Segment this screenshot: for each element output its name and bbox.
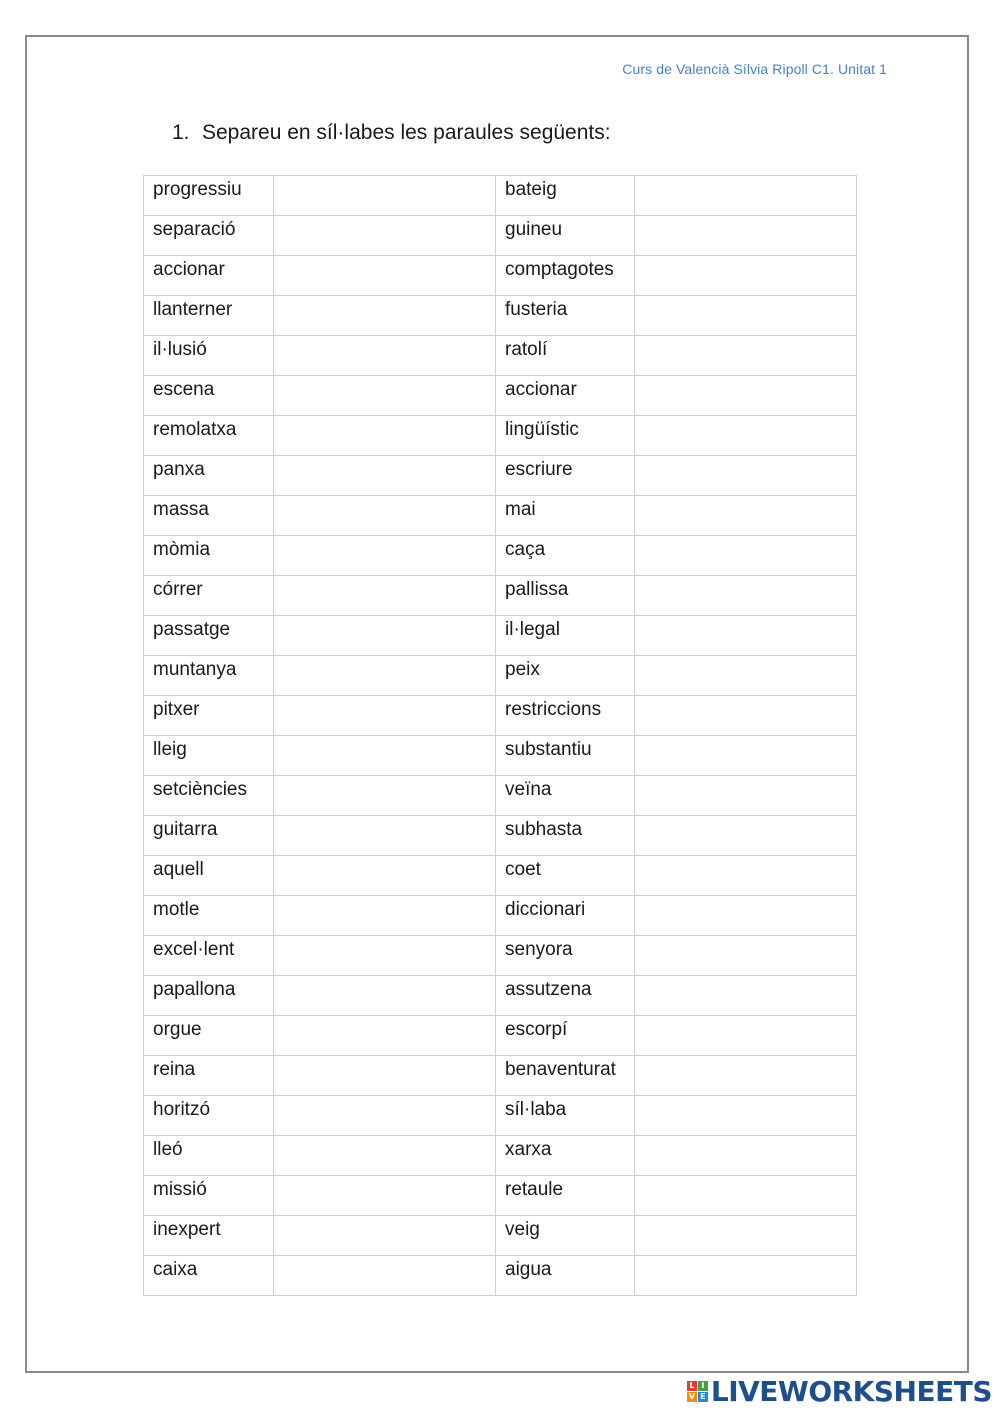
answer-cell-left[interactable] — [274, 936, 496, 976]
answer-cell-left[interactable] — [274, 656, 496, 696]
liveworksheets-logo — [687, 1373, 992, 1409]
answer-cell-left[interactable] — [274, 776, 496, 816]
word-right: senyora — [496, 936, 635, 976]
answer-cell-left[interactable] — [274, 576, 496, 616]
word-left: aquell — [144, 856, 274, 896]
table-row — [144, 856, 857, 896]
answer-cell-right[interactable] — [635, 1056, 857, 1096]
answer-cell-left[interactable] — [274, 616, 496, 656]
word-right: escriure — [496, 456, 635, 496]
table-row — [144, 1056, 857, 1096]
word-right: xarxa — [496, 1136, 635, 1176]
table-row — [144, 256, 857, 296]
word-left: passatge — [144, 616, 274, 656]
word-left: progressiu — [144, 176, 274, 216]
answer-cell-right[interactable] — [635, 496, 857, 536]
word-left: orgue — [144, 1016, 274, 1056]
answer-cell-right[interactable] — [635, 176, 857, 216]
word-left: muntanya — [144, 656, 274, 696]
word-right: il·legal — [496, 616, 635, 656]
word-right: bateig — [496, 176, 635, 216]
word-left: remolatxa — [144, 416, 274, 456]
answer-cell-right[interactable] — [635, 216, 857, 256]
answer-cell-left[interactable] — [274, 736, 496, 776]
word-right: ratolí — [496, 336, 635, 376]
word-left: guitarra — [144, 816, 274, 856]
badge-letter-l: L — [687, 1381, 697, 1391]
word-left: reina — [144, 1056, 274, 1096]
word-right: aigua — [496, 1256, 635, 1296]
word-left: massa — [144, 496, 274, 536]
answer-cell-right[interactable] — [635, 1256, 857, 1296]
answer-cell-left[interactable] — [274, 416, 496, 456]
answer-cell-left[interactable] — [274, 176, 496, 216]
table-row — [144, 576, 857, 616]
answer-cell-right[interactable] — [635, 856, 857, 896]
word-right: restriccions — [496, 696, 635, 736]
table-row — [144, 976, 857, 1016]
word-left: horitzó — [144, 1096, 274, 1136]
answer-cell-left[interactable] — [274, 336, 496, 376]
table-row — [144, 656, 857, 696]
table-row — [144, 376, 857, 416]
badge-letter-e: E — [698, 1392, 708, 1402]
word-left: lleig — [144, 736, 274, 776]
word-right: accionar — [496, 376, 635, 416]
answer-cell-right[interactable] — [635, 1176, 857, 1216]
answer-cell-left[interactable] — [274, 1016, 496, 1056]
liveworksheets-badge-icon — [687, 1381, 708, 1402]
answer-cell-right[interactable] — [635, 296, 857, 336]
exercise-number: 1. — [172, 121, 190, 144]
word-left: missió — [144, 1176, 274, 1216]
word-right: lingüístic — [496, 416, 635, 456]
answer-cell-right[interactable] — [635, 696, 857, 736]
word-left: panxa — [144, 456, 274, 496]
table-row — [144, 296, 857, 336]
word-left: separació — [144, 216, 274, 256]
word-left: escena — [144, 376, 274, 416]
word-right: comptagotes — [496, 256, 635, 296]
answer-cell-right[interactable] — [635, 256, 857, 296]
answer-cell-left[interactable] — [274, 816, 496, 856]
table-row — [144, 536, 857, 576]
word-right: peix — [496, 656, 635, 696]
table-row — [144, 816, 857, 856]
table-row — [144, 736, 857, 776]
table-row — [144, 456, 857, 496]
answer-cell-right[interactable] — [635, 936, 857, 976]
answer-cell-right[interactable] — [635, 1016, 857, 1056]
table-row — [144, 1136, 857, 1176]
answer-cell-right[interactable] — [635, 1136, 857, 1176]
table-row — [144, 616, 857, 656]
table-row — [144, 1096, 857, 1136]
word-right: caça — [496, 536, 635, 576]
word-left: setciències — [144, 776, 274, 816]
answer-cell-right[interactable] — [635, 776, 857, 816]
syllable-table — [143, 175, 857, 1296]
table-row — [144, 1256, 857, 1296]
table-row — [144, 416, 857, 456]
liveworksheets-wordmark: LIVEWORKSHEETS — [710, 1374, 992, 1408]
table-row — [144, 176, 857, 216]
answer-cell-right[interactable] — [635, 416, 857, 456]
word-left: motle — [144, 896, 274, 936]
answer-cell-right[interactable] — [635, 456, 857, 496]
answer-cell-right[interactable] — [635, 976, 857, 1016]
answer-cell-right[interactable] — [635, 816, 857, 856]
answer-cell-left[interactable] — [274, 896, 496, 936]
answer-cell-left[interactable] — [274, 1056, 496, 1096]
answer-cell-right[interactable] — [635, 1216, 857, 1256]
table-row — [144, 496, 857, 536]
answer-cell-right[interactable] — [635, 616, 857, 656]
answer-cell-left[interactable] — [274, 1136, 496, 1176]
word-left: pitxer — [144, 696, 274, 736]
word-right: veig — [496, 1216, 635, 1256]
answer-cell-left[interactable] — [274, 496, 496, 536]
word-right: retaule — [496, 1176, 635, 1216]
answer-cell-right[interactable] — [635, 376, 857, 416]
table-row — [144, 216, 857, 256]
table-row — [144, 1216, 857, 1256]
exercise-instruction — [172, 121, 611, 145]
word-left: inexpert — [144, 1216, 274, 1256]
answer-cell-right[interactable] — [635, 656, 857, 696]
answer-cell-left[interactable] — [274, 1096, 496, 1136]
answer-cell-right[interactable] — [635, 896, 857, 936]
answer-cell-left[interactable] — [274, 376, 496, 416]
table-row — [144, 896, 857, 936]
word-right: coet — [496, 856, 635, 896]
word-right: síl·laba — [496, 1096, 635, 1136]
answer-cell-left[interactable] — [274, 216, 496, 256]
answer-cell-left[interactable] — [274, 256, 496, 296]
word-left: accionar — [144, 256, 274, 296]
word-left: llanterner — [144, 296, 274, 336]
word-right: pallissa — [496, 576, 635, 616]
table-row — [144, 696, 857, 736]
answer-cell-left[interactable] — [274, 1176, 496, 1216]
table-row — [144, 336, 857, 376]
exercise-instruction-text: Separeu en síl·labes les paraules següents: — [202, 121, 611, 144]
answer-cell-right[interactable] — [635, 1096, 857, 1136]
word-right: substantiu — [496, 736, 635, 776]
answer-cell-left[interactable] — [274, 976, 496, 1016]
word-right: fusteria — [496, 296, 635, 336]
answer-cell-left[interactable] — [274, 856, 496, 896]
word-right: benaventurat — [496, 1056, 635, 1096]
word-left: excel·lent — [144, 936, 274, 976]
word-left: il·lusió — [144, 336, 274, 376]
word-left: córrer — [144, 576, 274, 616]
answer-cell-right[interactable] — [635, 576, 857, 616]
word-right: mai — [496, 496, 635, 536]
badge-letter-v: V — [688, 1391, 695, 1401]
word-right: subhasta — [496, 816, 635, 856]
word-left: caixa — [144, 1256, 274, 1296]
answer-cell-left[interactable] — [274, 1256, 496, 1296]
word-right: assutzena — [496, 976, 635, 1016]
answer-cell-left[interactable] — [274, 696, 496, 736]
word-left: papallona — [144, 976, 274, 1016]
word-left: mòmia — [144, 536, 274, 576]
table-row — [144, 936, 857, 976]
answer-cell-right[interactable] — [635, 736, 857, 776]
table-row — [144, 1176, 857, 1216]
table-row — [144, 1016, 857, 1056]
badge-letter-i: I — [698, 1381, 708, 1391]
answer-cell-left[interactable] — [274, 456, 496, 496]
answer-cell-left[interactable] — [274, 296, 496, 336]
word-right: guineu — [496, 216, 635, 256]
answer-cell-left[interactable] — [274, 1216, 496, 1256]
word-right: veïna — [496, 776, 635, 816]
word-right: diccionari — [496, 896, 635, 936]
answer-cell-right[interactable] — [635, 536, 857, 576]
word-right: escorpí — [496, 1016, 635, 1056]
answer-cell-left[interactable] — [274, 536, 496, 576]
word-left: lleó — [144, 1136, 274, 1176]
table-row — [144, 776, 857, 816]
course-header-note: Curs de Valencià Sílvia Ripoll C1. Unitat 1 — [622, 61, 887, 77]
answer-cell-right[interactable] — [635, 336, 857, 376]
